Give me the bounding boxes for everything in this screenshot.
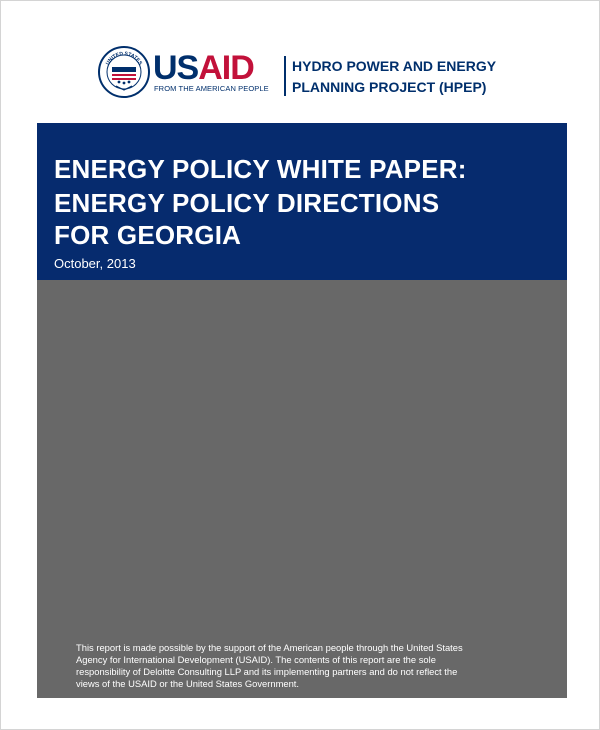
usaid-wordmark-aid: AID — [198, 49, 254, 87]
project-name-line-2: PLANNING PROJECT (HPEP) — [292, 79, 487, 95]
title-line-1: ENERGY POLICY WHITE PAPER: — [54, 154, 467, 184]
disclaimer-line-1: This report is made possible by the support of the American people through the United States — [76, 642, 463, 653]
cover-photo-area — [37, 280, 567, 698]
disclaimer-line-2: Agency for International Development (USAID). The contents of this report are the sole — [76, 654, 436, 665]
project-name-line-1: HYDRO POWER AND ENERGY — [292, 58, 497, 74]
usaid-seal-icon — [98, 46, 150, 98]
publication-date: October, 2013 — [54, 256, 136, 271]
seal-text: UNITED STATES — [104, 50, 144, 67]
usaid-wordmark-us: US — [153, 49, 199, 87]
project-name — [292, 56, 496, 98]
disclaimer-line-3: responsibility of Deloitte Consulting LLP and its implementing partners and do not reflect the — [76, 666, 458, 677]
disclaimer-text — [76, 642, 536, 690]
usaid-wordmark — [153, 48, 254, 88]
disclaimer-line-4: views of the USAID or the United States Government. — [76, 678, 300, 689]
title-line-3: FOR GEORGIA — [54, 220, 242, 250]
title-band — [37, 123, 567, 280]
header-divider — [284, 56, 286, 96]
usaid-tagline: FROM THE AMERICAN PEOPLE — [154, 84, 269, 93]
title-line-2: ENERGY POLICY DIRECTIONS — [54, 188, 440, 218]
